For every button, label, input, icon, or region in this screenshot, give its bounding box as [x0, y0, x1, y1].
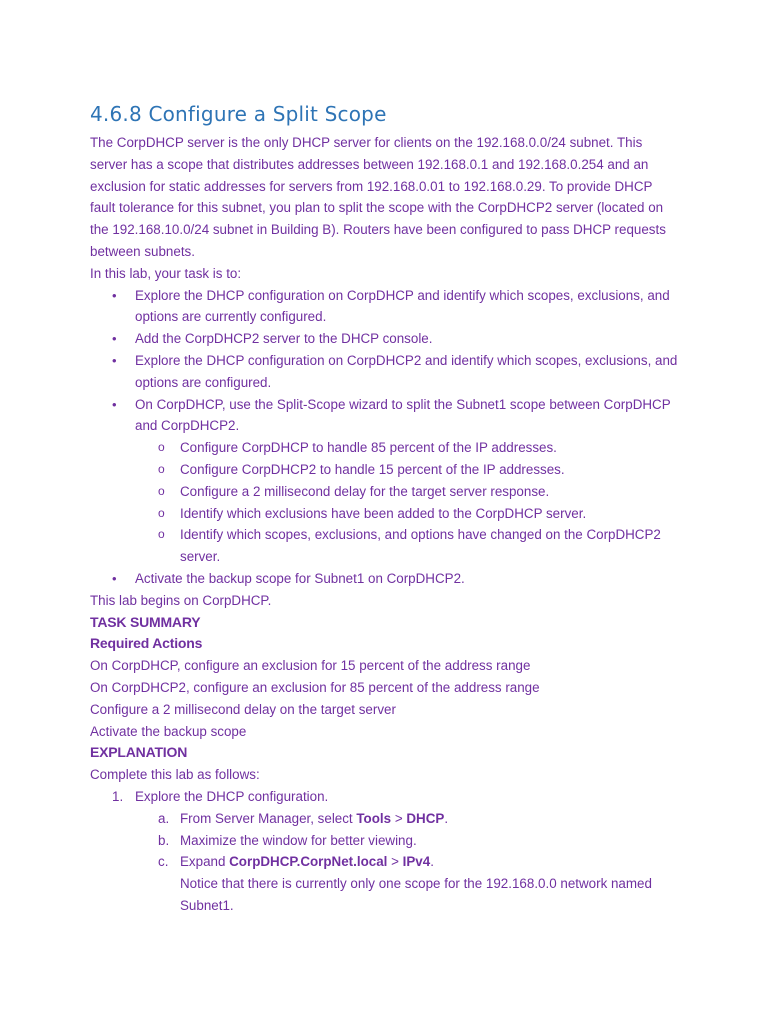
- step-list: [90, 786, 690, 917]
- tools-menu-ref: Tools: [356, 810, 392, 826]
- substep-letter: c.: [158, 854, 169, 870]
- sub-bullet-mark: o: [158, 483, 165, 498]
- required-actions-heading: Required Actions: [90, 635, 203, 652]
- step-item: [90, 786, 690, 917]
- substep-list: [135, 808, 690, 917]
- substep-letter: a.: [158, 810, 170, 826]
- step-text: Explore the DHCP configuration.: [135, 788, 329, 804]
- bullet-mark: •: [112, 396, 117, 412]
- substep-item: [90, 851, 690, 916]
- subtask-list: [135, 437, 690, 568]
- task-item: [90, 328, 690, 350]
- subtask-text: Identify which scopes, exclusions, and options have changed on the CorpDHCP2 server.: [180, 527, 661, 565]
- bullet-mark: •: [112, 352, 117, 368]
- bullet-mark: •: [112, 287, 117, 303]
- task-text: Add the CorpDHCP2 server to the DHCP console.: [135, 331, 433, 347]
- task-item: [90, 350, 690, 394]
- task-summary-heading: TASK SUMMARY: [90, 613, 201, 630]
- substep-text-suffix: .: [430, 854, 434, 870]
- subtask-text: Configure a 2 millisecond delay for the target server response.: [180, 483, 550, 499]
- subtask-item: [90, 503, 690, 525]
- required-action: Activate the backup scope: [90, 723, 247, 739]
- intro-paragraph: The CorpDHCP server is the only DHCP server for clients on the 192.168.0.0/24 subnet. This server has a scope that distributes addresses between 192.168.0.1 and 192.168.0.254 and an exclusion for static addresses for servers from 192.168.0.01 to 192.168.0.29. To provide DHCP fault tolerance for this subnet, you plan to split the scope with the CorpDHCP2 server (located on the 192.168.10.0/24 subnet in Building B). Routers have been configured to pass DHCP requests between subnets.: [90, 135, 666, 259]
- required-action: Configure a 2 millisecond delay on the target server: [90, 701, 396, 717]
- dhcp-menu-ref: DHCP: [406, 810, 445, 826]
- task-text: Explore the DHCP configuration on CorpDHCP and identify which scopes, exclusions, and options are currently configured.: [135, 287, 670, 325]
- substep-text: Maximize the window for better viewing.: [180, 832, 417, 848]
- bullet-mark: •: [112, 570, 117, 586]
- sub-bullet-mark: o: [158, 461, 165, 476]
- subtask-text: Identify which exclusions have been added to the CorpDHCP server.: [180, 505, 587, 521]
- explanation-heading: EXPLANATION: [90, 744, 188, 761]
- ipv4-node-ref: IPv4: [402, 854, 431, 870]
- substep-letter: b.: [158, 832, 170, 848]
- bullet-mark: •: [112, 331, 117, 347]
- lab-begins-text: This lab begins on CorpDHCP.: [90, 592, 272, 608]
- task-item: [90, 394, 690, 568]
- task-item: [90, 568, 690, 590]
- server-node-ref: CorpDHCP.CorpNet.local: [229, 854, 388, 870]
- page-title: 4.6.8 Configure a Split Scope: [90, 102, 387, 126]
- sub-bullet-mark: o: [158, 505, 165, 520]
- substep-item: [90, 830, 690, 852]
- task-text: Activate the backup scope for Subnet1 on CorpDHCP2.: [135, 570, 465, 586]
- subtask-item: [90, 524, 690, 568]
- subtask-text: Configure CorpDHCP to handle 85 percent of the IP addresses.: [180, 440, 557, 456]
- subtask-item: [90, 481, 690, 503]
- explanation-intro: Complete this lab as follows:: [90, 767, 260, 783]
- subtask-text: Configure CorpDHCP2 to handle 15 percent of the IP addresses.: [180, 461, 565, 477]
- task-intro: In this lab, your task is to:: [90, 265, 242, 281]
- subtask-item: [90, 459, 690, 481]
- task-text: On CorpDHCP, use the Split-Scope wizard to split the Subnet1 scope between CorpDHCP and CorpDHCP2.: [135, 396, 671, 434]
- task-list: [90, 285, 690, 590]
- path-separator: >: [391, 810, 407, 826]
- step-number: 1.: [112, 788, 124, 804]
- required-action: On CorpDHCP, configure an exclusion for 15 percent of the address range: [90, 658, 531, 674]
- task-text: Explore the DHCP configuration on CorpDHCP2 and identify which scopes, exclusions, and options are configured.: [135, 352, 678, 390]
- substep-note: Notice that there is currently only one scope for the 192.168.0.0 network named Subnet1.: [180, 876, 652, 913]
- task-item: [90, 285, 690, 329]
- sub-bullet-mark: o: [158, 440, 165, 455]
- path-separator: >: [387, 854, 403, 870]
- substep-text-prefix: Expand: [180, 854, 230, 870]
- substep-text-suffix: .: [444, 810, 449, 826]
- subtask-item: [90, 437, 690, 459]
- substep-item: [90, 808, 690, 830]
- substep-text-prefix: From Server Manager, select: [180, 810, 357, 826]
- sub-bullet-mark: o: [158, 527, 165, 542]
- document-page: [90, 100, 690, 917]
- required-action: On CorpDHCP2, configure an exclusion for 85 percent of the address range: [90, 679, 540, 695]
